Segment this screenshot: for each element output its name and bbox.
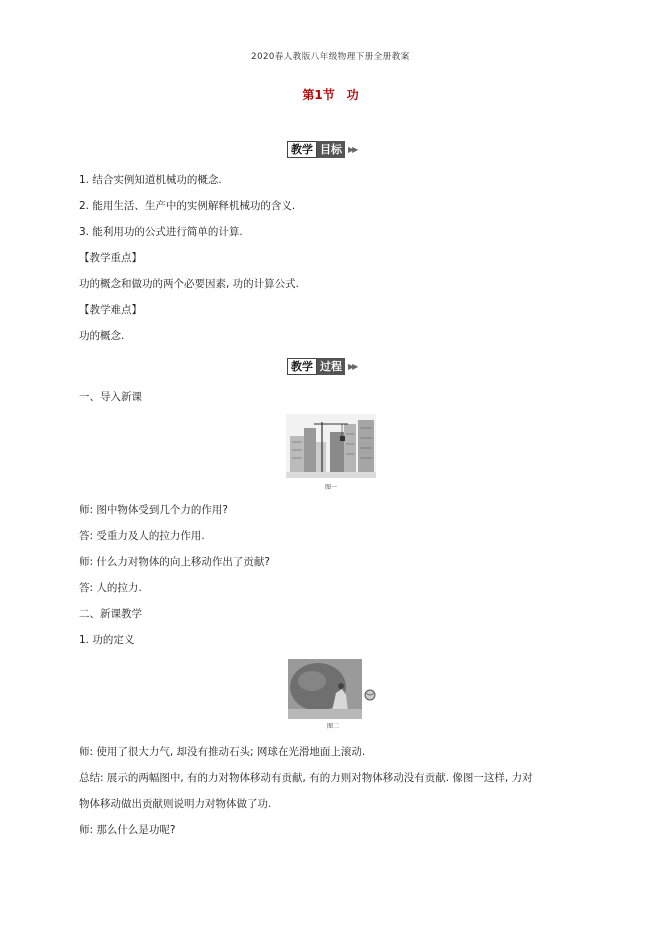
section-intro: 一、导入新课	[79, 391, 142, 403]
dialog-1-line-1: 师: 图中物体受到几个力的作用?	[79, 504, 228, 516]
figure-1-image	[286, 414, 376, 478]
banner-teaching-process	[287, 357, 356, 375]
difficulty-text: 功的概念.	[79, 330, 125, 342]
banner-part2: 目标	[317, 141, 345, 158]
banner-teaching-goals	[287, 140, 356, 158]
dialog-2-line-4: 师: 那么什么是功呢?	[79, 824, 176, 836]
double-arrow-icon: ▶▶	[348, 144, 357, 154]
banner-part1: 教学	[287, 141, 317, 158]
banner-part2: 过程	[317, 358, 345, 375]
objective-3: 3. 能利用功的公式进行简单的计算.	[79, 226, 243, 238]
page-header: 2020春人教版八年级物理下册全册教案	[251, 52, 410, 62]
dialog-2-line-3: 物体移动做出贡献则说明力对物体做了功.	[79, 798, 272, 810]
dialog-1-line-3: 师: 什么力对物体的向上移动作出了贡献?	[79, 556, 270, 568]
objective-1: 1. 结合实例知道机械功的概念.	[79, 174, 222, 186]
key-text: 功的概念和做功的两个必要因素, 功的计算公式.	[79, 278, 300, 290]
dialog-2-line-1: 师: 使用了很大力气, 却没有推动石头; 网球在光滑地面上滚动.	[79, 746, 366, 758]
objective-2: 2. 能用生活、生产中的实例解释机械功的含义.	[79, 200, 296, 212]
figure-2-caption: 图二	[326, 723, 339, 730]
banner-part1: 教学	[287, 358, 317, 375]
dialog-2-line-2: 总结: 展示的两幅图中, 有的力对物体移动有贡献, 有的力则对物体移动没有贡献. 像图一这样, 力对	[79, 772, 533, 784]
figure-1-caption: 图一	[324, 484, 337, 491]
section-new-lesson: 二、新课教学	[79, 608, 142, 620]
double-arrow-icon: ▶▶	[348, 361, 357, 371]
difficulty-label: 【教学难点】	[79, 304, 142, 316]
dialog-1-line-4: 答: 人的拉力.	[79, 582, 142, 594]
dialog-1-line-2: 答: 受重力及人的拉力作用.	[79, 530, 205, 542]
lesson-title: 第1节 功	[302, 88, 359, 102]
subsection-definition: 1. 功的定义	[79, 634, 135, 646]
figure-2-image	[288, 659, 378, 719]
key-label: 【教学重点】	[79, 252, 142, 264]
